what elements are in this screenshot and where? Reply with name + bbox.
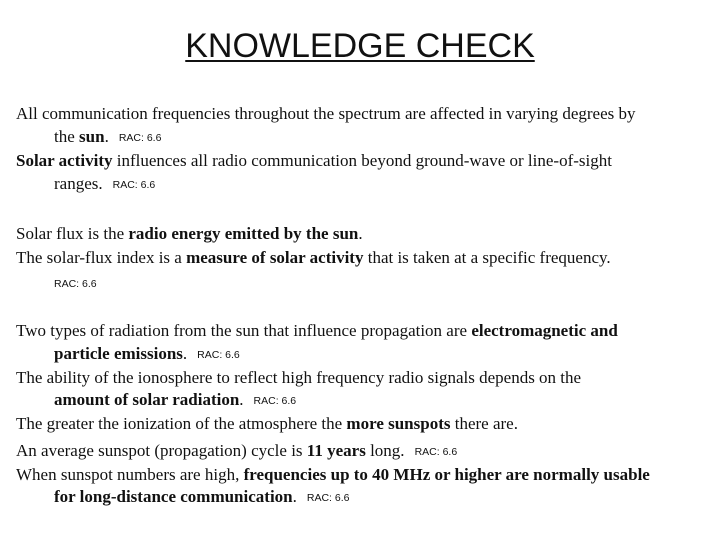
text-line-2: the sun. RAC: 6.6 — [54, 127, 162, 146]
text-line-15: for long-distance communication. RAC: 6.6 — [54, 487, 350, 506]
text-line-4: ranges. RAC: 6.6 — [54, 174, 156, 193]
text-line-9: particle emissions. RAC: 6.6 — [54, 344, 240, 363]
page-title: KNOWLEDGE CHECK — [185, 27, 535, 65]
text-line-5: Solar flux is the radio energy emitted by the sun. — [16, 224, 363, 243]
text-line-7: RAC: 6.6 — [54, 278, 97, 290]
text-line-13: An average sunspot (propagation) cycle is 11 years long. RAC: 6.6 — [16, 441, 458, 460]
text-line-3: Solar activity influences all radio communication beyond ground-wave or line-of-sight — [16, 151, 612, 170]
text-line-6: The solar-flux index is a measure of solar activity that is taken at a specific frequency. — [16, 248, 611, 267]
text-line-1: All communication frequencies throughout the spectrum are affected in varying degrees by — [16, 104, 636, 123]
text-line-12: The greater the ionization of the atmosphere the more sunspots there are. — [16, 414, 518, 433]
text-line-8: Two types of radiation from the sun that influence propagation are electromagnetic and — [16, 321, 618, 340]
text-line-10: The ability of the ionosphere to reflect high frequency radio signals depends on the — [16, 368, 582, 387]
text-line-11: amount of solar radiation. RAC: 6.6 — [54, 390, 297, 409]
text-line-14: When sunspot numbers are high, frequencies up to 40 MHz or higher are normally usable — [16, 465, 650, 484]
